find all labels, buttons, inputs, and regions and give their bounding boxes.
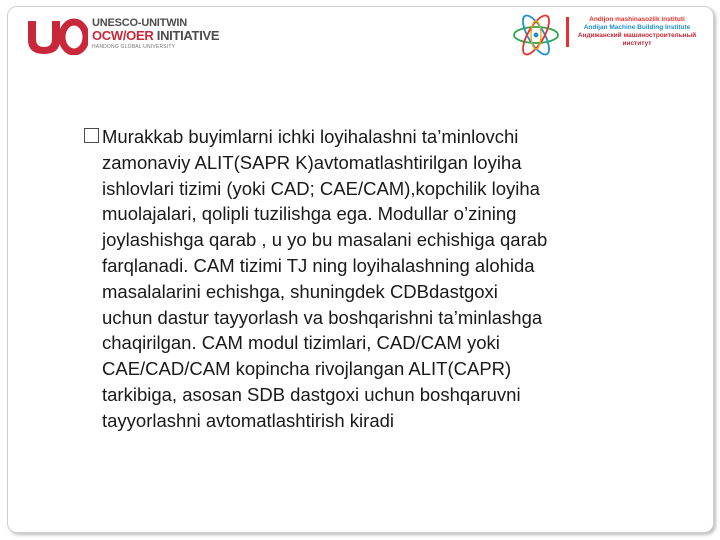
paragraph-line: tarkibiga, asosan SDB dastgoxi uchun boshqaruvni — [102, 383, 521, 405]
andijan-institute-logo — [511, 14, 701, 56]
paragraph-text — [102, 124, 547, 434]
logo-unesco-text: UNESCO-UNITWIN — [92, 17, 187, 29]
paragraph-line: farqlanadi. CAM tizimi TJ ning loyihalashning alohida — [102, 254, 535, 276]
paragraph-line: muolajalari, qolipli tuzilishga ega. Modullar o’zining — [102, 203, 517, 225]
paragraph-line: masalalarini echishga, shuningdek CDBdastgoxi — [102, 280, 498, 302]
institute-name-ru-2: институт — [622, 40, 652, 47]
paragraph-line: chaqirilgan. CAM modul tizimlari, CAD/CAM yoki — [102, 332, 500, 354]
square-bullet-icon — [84, 128, 99, 143]
paragraph-line: ishlovlari tizimi (yoki CAD; CAE/CAM),kopchilik loyiha — [102, 177, 540, 199]
paragraph-line: zamonaviy ALIT(SAPR K)avtomatlashtirilgan loyiha — [102, 151, 522, 173]
bullet-paragraph — [84, 124, 694, 434]
paragraph-line: tayyorlashni avtomatlashtirish kiradi — [102, 409, 395, 431]
atom-orbits-icon — [511, 14, 561, 56]
uo-logo-icon — [26, 15, 88, 55]
logo-initiative-text: OCW/OER INITIATIVE — [92, 28, 220, 43]
paragraph-line: Murakkab buyimlarni ichki loyihalashni ta’minlovchi — [102, 126, 519, 147]
unesco-ocw-logo — [26, 15, 246, 55]
logo-divider — [566, 17, 569, 47]
slide-body — [84, 124, 694, 434]
institute-name-en: Andijan Machine Building Institute — [583, 24, 691, 31]
institute-name-ru: Андижанский машиностроительный — [577, 32, 697, 39]
logo-university-text: HANDONG GLOBAL UNIVERSITY — [92, 44, 176, 50]
paragraph-line: joylashishga qarab , u yo bu masalani echishiga qarab — [102, 229, 548, 251]
paragraph-line: uchun dastur tayyorlash va boshqarishni ta’minlashga — [102, 306, 543, 328]
paragraph-line: CAE/CAD/CAM kopincha rivojlangan ALIT(CAPR) — [102, 358, 512, 380]
institute-name-uz: Andijon mashinasozlik instituti — [589, 16, 685, 23]
